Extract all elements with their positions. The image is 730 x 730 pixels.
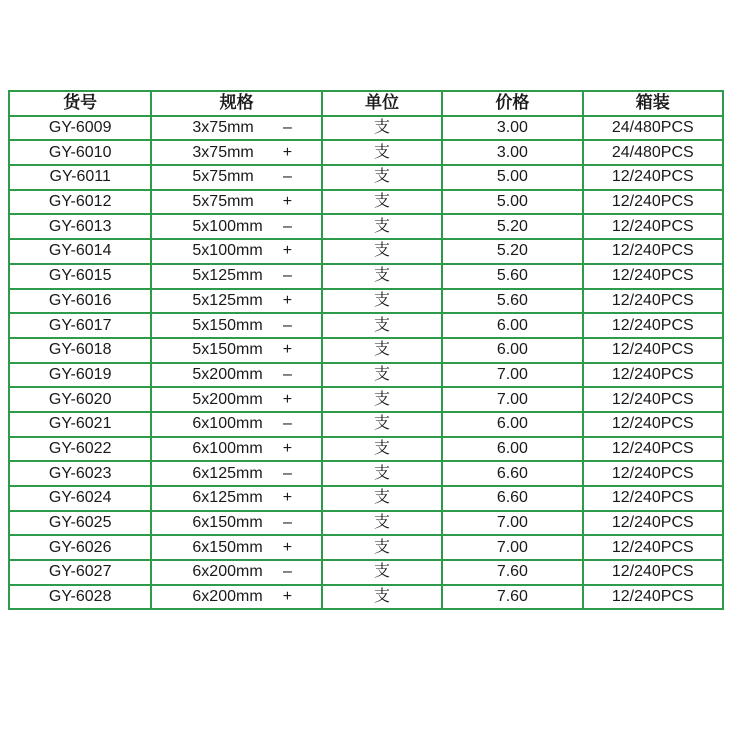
header-price: 价格: [442, 91, 582, 116]
cell-packing: 12/240PCS: [583, 585, 723, 610]
cell-price: 6.60: [442, 486, 582, 511]
price-table-container: [8, 90, 724, 610]
cell-unit: 支: [322, 116, 442, 141]
spec-size: 6x100mm: [192, 415, 263, 433]
cell-packing: 12/240PCS: [583, 165, 723, 190]
cell-spec: [151, 585, 321, 610]
cell-code: GY-6018: [9, 338, 151, 363]
cell-unit: 支: [322, 387, 442, 412]
cell-packing: 12/240PCS: [583, 338, 723, 363]
spec-polarity: +: [282, 341, 293, 359]
spec-size: 6x125mm: [192, 489, 263, 507]
table-row: [9, 264, 723, 289]
cell-spec: [151, 412, 321, 437]
table-row: [9, 486, 723, 511]
cell-code: GY-6014: [9, 239, 151, 264]
cell-price: 6.00: [442, 437, 582, 462]
spec-polarity: –: [282, 415, 292, 433]
table-header-row: [9, 91, 723, 116]
spec-size: 3x75mm: [192, 119, 254, 137]
cell-unit: 支: [322, 313, 442, 338]
spec-size: 5x150mm: [192, 316, 263, 334]
cell-packing: 12/240PCS: [583, 560, 723, 585]
cell-unit: 支: [322, 264, 442, 289]
cell-unit: 支: [322, 165, 442, 190]
cell-code: GY-6025: [9, 511, 151, 536]
table-row: [9, 535, 723, 560]
table-row: [9, 412, 723, 437]
cell-price: 7.60: [442, 560, 582, 585]
cell-unit: 支: [322, 535, 442, 560]
cell-spec: [151, 511, 321, 536]
cell-packing: 12/240PCS: [583, 387, 723, 412]
cell-unit: 支: [322, 289, 442, 314]
table-row: [9, 140, 723, 165]
spec-size: 5x200mm: [192, 365, 263, 383]
spec-size: 5x100mm: [192, 217, 263, 235]
table-row: [9, 387, 723, 412]
cell-price: 5.00: [442, 165, 582, 190]
spec-polarity: –: [282, 119, 292, 137]
spec-size: 6x200mm: [192, 563, 263, 581]
cell-spec: [151, 486, 321, 511]
spec-size: 5x75mm: [192, 193, 254, 211]
cell-unit: 支: [322, 511, 442, 536]
table-row: [9, 239, 723, 264]
cell-code: GY-6021: [9, 412, 151, 437]
spec-size: 5x75mm: [192, 168, 254, 186]
cell-packing: 12/240PCS: [583, 264, 723, 289]
header-unit: 单位: [322, 91, 442, 116]
cell-unit: 支: [322, 486, 442, 511]
cell-code: GY-6020: [9, 387, 151, 412]
cell-price: 5.60: [442, 289, 582, 314]
table-row: [9, 313, 723, 338]
table-row: [9, 165, 723, 190]
spec-polarity: –: [282, 365, 292, 383]
spec-polarity: +: [282, 538, 293, 556]
spec-size: 6x100mm: [192, 439, 263, 457]
cell-packing: 12/240PCS: [583, 363, 723, 388]
spec-polarity: +: [282, 489, 293, 507]
cell-price: 5.20: [442, 239, 582, 264]
cell-code: GY-6022: [9, 437, 151, 462]
cell-price: 6.00: [442, 313, 582, 338]
cell-packing: 12/240PCS: [583, 412, 723, 437]
spec-polarity: +: [282, 291, 293, 309]
cell-packing: 24/480PCS: [583, 140, 723, 165]
spec-size: 3x75mm: [192, 143, 254, 161]
spec-polarity: –: [282, 563, 292, 581]
cell-price: 5.60: [442, 264, 582, 289]
cell-price: 3.00: [442, 140, 582, 165]
cell-spec: [151, 535, 321, 560]
table-row: [9, 214, 723, 239]
header-code: 货号: [9, 91, 151, 116]
spec-polarity: –: [282, 316, 292, 334]
cell-code: GY-6010: [9, 140, 151, 165]
cell-code: GY-6027: [9, 560, 151, 585]
cell-unit: 支: [322, 461, 442, 486]
spec-size: 6x150mm: [192, 538, 263, 556]
header-spec: 规格: [151, 91, 321, 116]
cell-packing: 24/480PCS: [583, 116, 723, 141]
cell-price: 7.00: [442, 535, 582, 560]
price-table: [8, 90, 724, 610]
spec-size: 5x150mm: [192, 341, 263, 359]
cell-spec: [151, 338, 321, 363]
cell-spec: [151, 116, 321, 141]
cell-code: GY-6028: [9, 585, 151, 610]
table-row: [9, 190, 723, 215]
cell-code: GY-6012: [9, 190, 151, 215]
cell-packing: 12/240PCS: [583, 535, 723, 560]
cell-unit: 支: [322, 585, 442, 610]
table-row: [9, 437, 723, 462]
cell-packing: 12/240PCS: [583, 313, 723, 338]
cell-packing: 12/240PCS: [583, 214, 723, 239]
cell-spec: [151, 264, 321, 289]
spec-polarity: +: [282, 588, 293, 606]
cell-price: 6.00: [442, 338, 582, 363]
spec-polarity: –: [282, 464, 292, 482]
cell-price: 5.00: [442, 190, 582, 215]
cell-packing: 12/240PCS: [583, 461, 723, 486]
spec-size: 6x150mm: [192, 514, 263, 532]
cell-code: GY-6026: [9, 535, 151, 560]
cell-spec: [151, 190, 321, 215]
table-row: [9, 560, 723, 585]
cell-unit: 支: [322, 338, 442, 363]
cell-price: 3.00: [442, 116, 582, 141]
cell-spec: [151, 140, 321, 165]
cell-price: 7.00: [442, 511, 582, 536]
table-row: [9, 289, 723, 314]
table-row: [9, 585, 723, 610]
cell-price: 6.60: [442, 461, 582, 486]
cell-packing: 12/240PCS: [583, 190, 723, 215]
spec-polarity: +: [282, 390, 293, 408]
cell-code: GY-6017: [9, 313, 151, 338]
cell-packing: 12/240PCS: [583, 486, 723, 511]
cell-spec: [151, 387, 321, 412]
cell-price: 7.00: [442, 363, 582, 388]
spec-polarity: –: [282, 514, 292, 532]
cell-price: 6.00: [442, 412, 582, 437]
spec-size: 5x100mm: [192, 242, 263, 260]
cell-price: 5.20: [442, 214, 582, 239]
cell-code: GY-6011: [9, 165, 151, 190]
cell-unit: 支: [322, 363, 442, 388]
cell-unit: 支: [322, 239, 442, 264]
cell-code: GY-6016: [9, 289, 151, 314]
cell-spec: [151, 239, 321, 264]
cell-spec: [151, 363, 321, 388]
cell-spec: [151, 313, 321, 338]
cell-price: 7.60: [442, 585, 582, 610]
cell-unit: 支: [322, 190, 442, 215]
table-row: [9, 511, 723, 536]
cell-code: GY-6015: [9, 264, 151, 289]
header-packing: 箱装: [583, 91, 723, 116]
spec-polarity: +: [282, 439, 293, 457]
cell-code: GY-6013: [9, 214, 151, 239]
cell-unit: 支: [322, 140, 442, 165]
spec-size: 5x125mm: [192, 291, 263, 309]
cell-code: GY-6024: [9, 486, 151, 511]
cell-unit: 支: [322, 214, 442, 239]
spec-size: 6x125mm: [192, 464, 263, 482]
cell-spec: [151, 165, 321, 190]
cell-spec: [151, 214, 321, 239]
spec-polarity: –: [282, 168, 292, 186]
cell-spec: [151, 461, 321, 486]
cell-price: 7.00: [442, 387, 582, 412]
spec-polarity: +: [282, 193, 293, 211]
table-body: [9, 116, 723, 610]
spec-polarity: –: [282, 217, 292, 235]
cell-packing: 12/240PCS: [583, 239, 723, 264]
table-row: [9, 116, 723, 141]
cell-packing: 12/240PCS: [583, 511, 723, 536]
table-row: [9, 363, 723, 388]
spec-size: 5x200mm: [192, 390, 263, 408]
cell-code: GY-6009: [9, 116, 151, 141]
table-row: [9, 461, 723, 486]
cell-spec: [151, 560, 321, 585]
spec-size: 5x125mm: [192, 267, 263, 285]
spec-size: 6x200mm: [192, 588, 263, 606]
cell-packing: 12/240PCS: [583, 289, 723, 314]
spec-polarity: +: [282, 242, 293, 260]
cell-packing: 12/240PCS: [583, 437, 723, 462]
cell-code: GY-6023: [9, 461, 151, 486]
cell-unit: 支: [322, 437, 442, 462]
cell-code: GY-6019: [9, 363, 151, 388]
cell-unit: 支: [322, 412, 442, 437]
table-row: [9, 338, 723, 363]
spec-polarity: +: [282, 143, 293, 161]
cell-spec: [151, 437, 321, 462]
cell-unit: 支: [322, 560, 442, 585]
spec-polarity: –: [282, 267, 292, 285]
cell-spec: [151, 289, 321, 314]
